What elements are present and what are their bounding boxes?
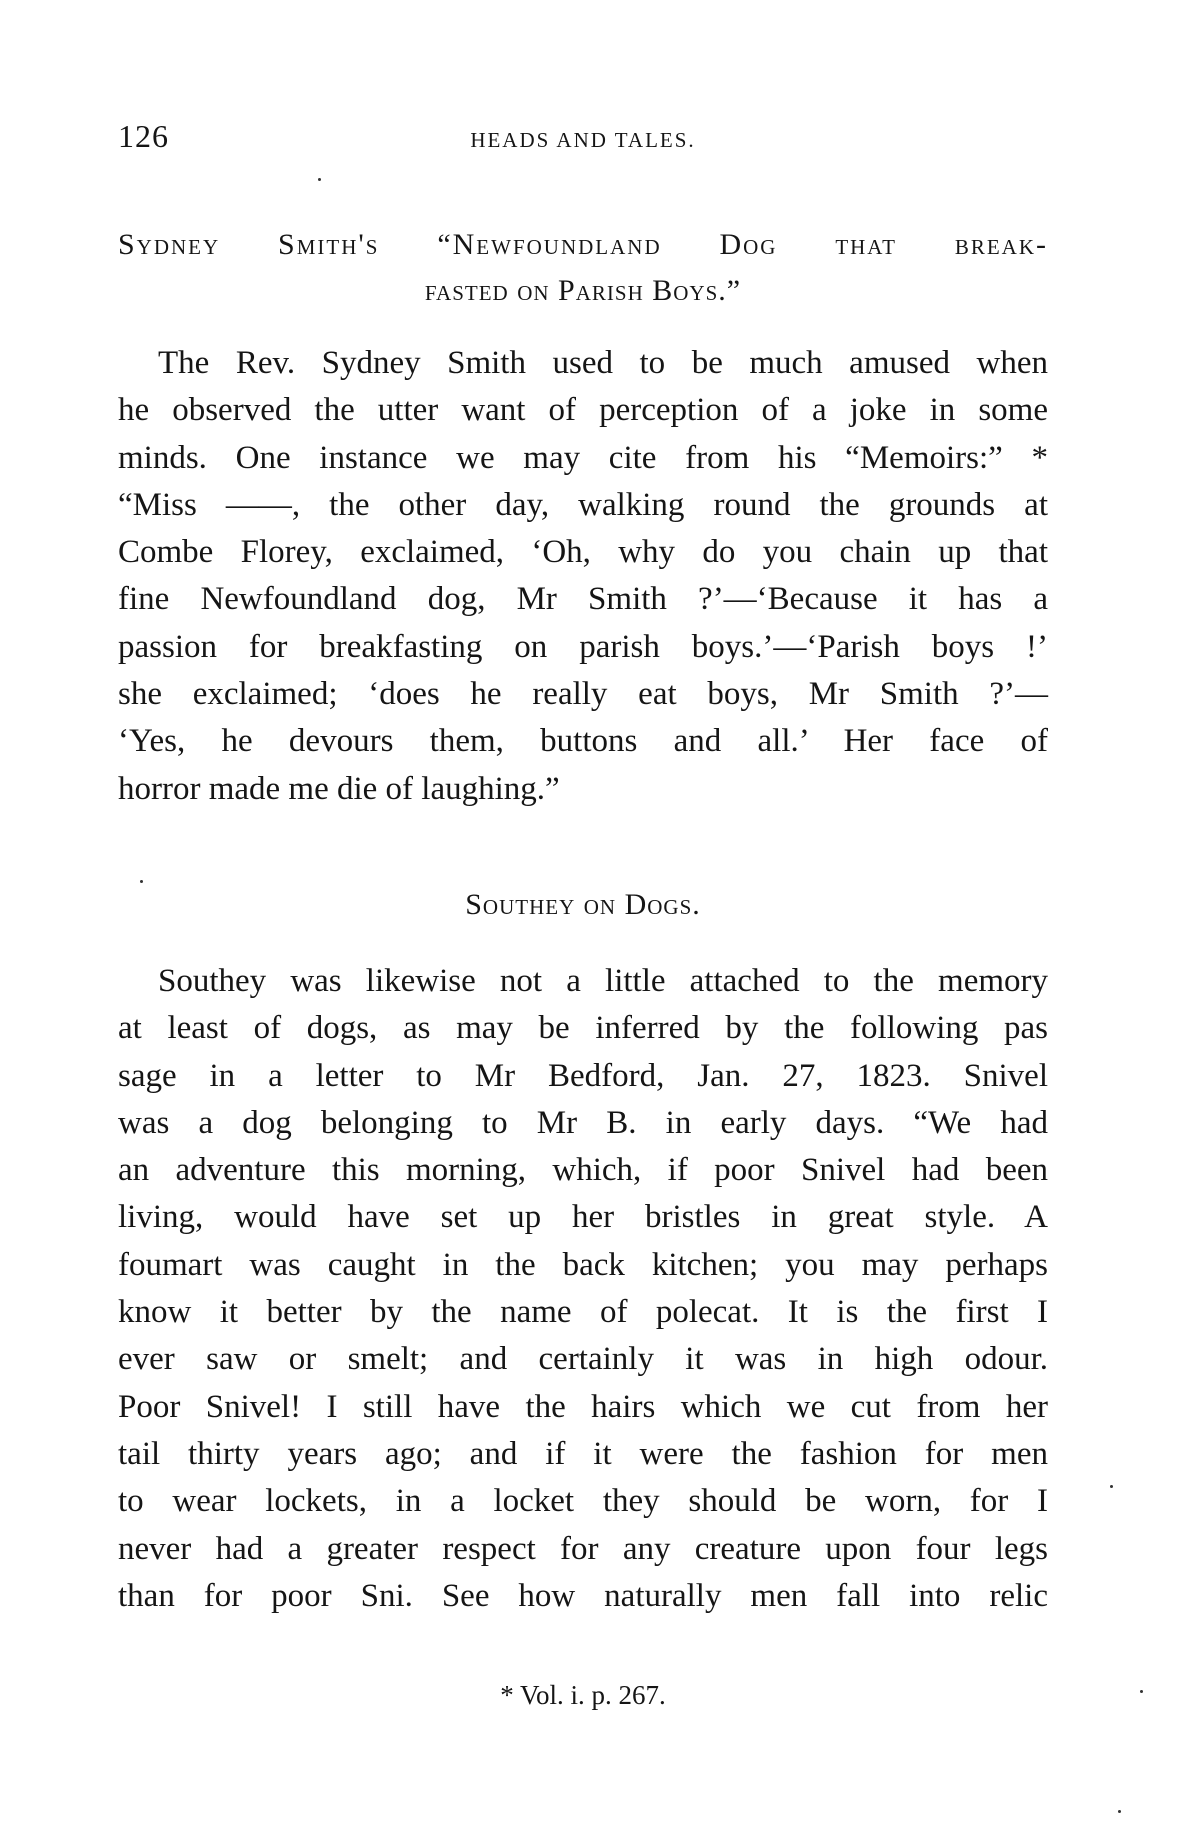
text-line: The Rev. Sydney Smith used to be much amused when [158, 345, 1048, 381]
paragraph-sydney-smith [118, 340, 1048, 813]
text-line: passion for breakfasting on parish boys.’—‘Parish boys !’ [118, 628, 1048, 665]
text-line: than for poor Sni. See how naturally men fall into relic [118, 1577, 1048, 1614]
text-line: ever saw or smelt; and certainly it was in high odour. [118, 1341, 1048, 1378]
scan-speck [318, 178, 321, 181]
running-head: HEADS AND TALES. [470, 128, 696, 152]
text-line: minds. One instance we may cite from his “Memoirs:” * [118, 439, 1048, 476]
text-line: Southey was likewise not a little attached to the memory [158, 963, 1048, 999]
text-line: tail thirty years ago; and if it were the fashion for men [118, 1435, 1048, 1472]
page-number: 126 [118, 118, 169, 154]
text-line: Combe Florey, exclaimed, ‘Oh, why do you chain up that [118, 534, 1048, 571]
paragraph-southey [118, 958, 1048, 1620]
section-title-southey: Southey on Dogs. [465, 888, 701, 921]
text-line: living, would have set up her bristles in great style. A [118, 1199, 1048, 1236]
text-line: know it better by the name of polecat. It is the first I [118, 1294, 1048, 1331]
section-title-sydney-smith [118, 222, 1048, 314]
text-line: at least of dogs, as may be inferred by the following pas [118, 1010, 1048, 1047]
text-line: “Miss ——, the other day, walking round the grounds at [118, 486, 1048, 523]
text-line: horror made me die of laughing.” [118, 770, 560, 807]
text-line: she exclaimed; ‘does he really eat boys, Mr Smith ?’— [118, 676, 1048, 713]
text-line: sage in a letter to Mr Bedford, Jan. 27, 1823. Snivel [118, 1057, 1048, 1094]
scan-speck [1140, 1690, 1143, 1693]
scan-speck [140, 880, 143, 883]
text-line: fine Newfoundland dog, Mr Smith ?’—‘Because it has a [118, 581, 1048, 618]
text-line: ‘Yes, he devours them, buttons and all.’ Her face of [118, 723, 1048, 760]
section-title-line: fasted on Parish Boys.” [424, 274, 742, 307]
footnote: * Vol. i. p. 267. [500, 1680, 666, 1710]
text-line: to wear lockets, in a locket they should be worn, for I [118, 1483, 1048, 1520]
text-line: foumart was caught in the back kitchen; you may perhaps [118, 1246, 1048, 1283]
page-header [118, 118, 1048, 158]
scan-speck [1110, 1485, 1113, 1488]
text-line: Poor Snivel! I still have the hairs which we cut from her [118, 1388, 1048, 1425]
scan-speck [1118, 1810, 1121, 1813]
text-line: he observed the utter want of perception of a joke in some [118, 392, 1048, 429]
text-line: never had a greater respect for any creature upon four legs [118, 1530, 1048, 1567]
text-line: an adventure this morning, which, if poor Snivel had been [118, 1152, 1048, 1189]
section-title-line: Sydney Smith's “Newfoundland Dog that break- [118, 228, 1048, 261]
text-line: was a dog belonging to Mr B. in early days. “We had [118, 1104, 1048, 1141]
